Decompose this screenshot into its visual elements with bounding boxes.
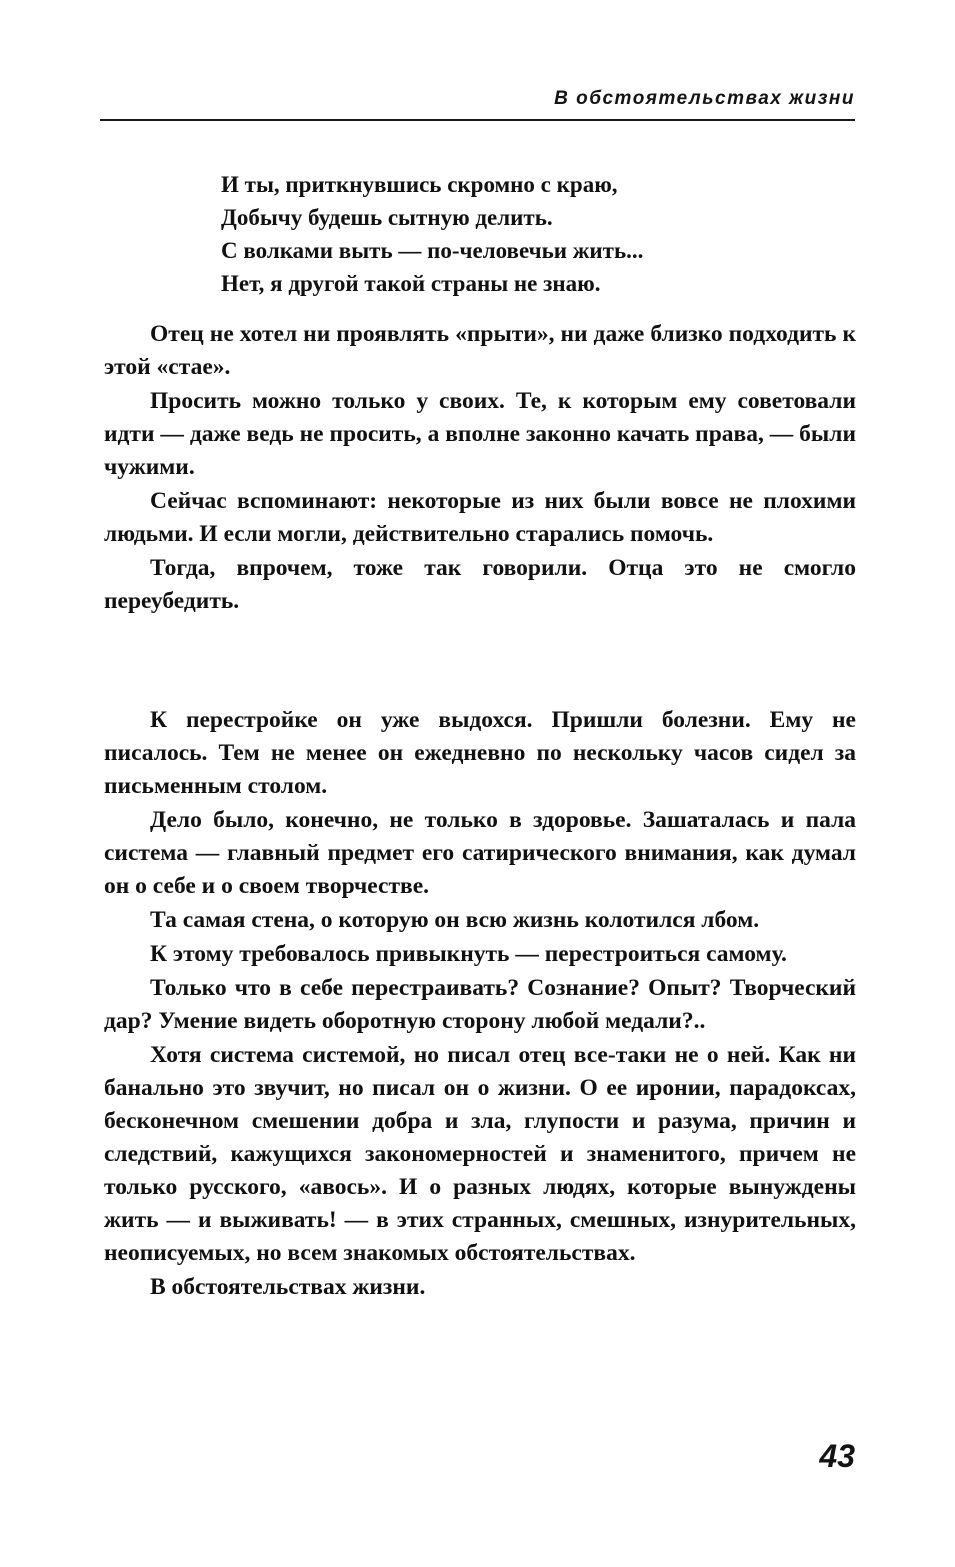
section-one <box>104 318 856 619</box>
paragraph: Та самая стена, о которую он всю жизнь колотился лбом. <box>150 907 760 933</box>
header-rule <box>100 119 855 121</box>
paragraph: Только что в себе перестраивать? Сознание? Опыт? Творческий дар? Умение видеть оборотную сторону любой медали?.. <box>104 975 856 1034</box>
paragraph: К этому требовалось привыкнуть — перестроиться самому. <box>150 941 787 967</box>
paragraph: Дело было, конечно, не только в здоровье. Зашаталась и пала система — главный предмет его сатирического внимания, как думал он о себе и о своем творчестве. <box>104 807 856 899</box>
paragraph: Хотя система системой, но писал отец все-таки не о ней. Как ни банально это звучит, но писал он о жизни. О ее иронии, парадоксах, бесконечном смешении добра и зла, глупости и разума, причин и следствий, кажущихся закономерностей и знаменитого, причем не только русского, «авось». И о разных людях, которые вынуждены жить — и выживать! — в этих странных, смешных, изнурительных, неописуемых, но всем знакомых обстоятельствах. <box>104 1042 856 1266</box>
page-number: 43 <box>819 1438 855 1474</box>
paragraph: Тогда, впрочем, тоже так говорили. Отца это не смогло переубедить. <box>104 555 856 614</box>
section-two <box>104 704 856 1305</box>
verse-line: Добычу будешь сытную делить. <box>221 205 553 230</box>
verse-line: И ты, приткнувшись скромно с краю, <box>221 172 618 197</box>
running-head: В обстоятельствах жизни <box>554 88 855 109</box>
verse-line: С волками выть — по-человечьи жить... <box>221 238 644 263</box>
paragraph: К перестройке он уже выдохся. Пришли болезни. Ему не писалось. Тем не менее он ежедневно по нескольку часов сидел за письменным столом. <box>104 707 856 799</box>
verse-line: Нет, я другой такой страны не знаю. <box>221 271 601 296</box>
paragraph: Отец не хотел ни проявлять «прыти», ни даже близко подходить к этой «стае». <box>104 321 856 380</box>
paragraph: Сейчас вспоминают: некоторые из них были вовсе не плохими людьми. И если могли, действительно старались помочь. <box>104 488 856 547</box>
paragraph: Просить можно только у своих. Те, к которым ему советовали идти — даже ведь не просить, а вполне законно качать права, — были чужими. <box>104 388 856 480</box>
paragraph: В обстоятельствах жизни. <box>150 1274 426 1300</box>
verse-block <box>221 168 821 300</box>
